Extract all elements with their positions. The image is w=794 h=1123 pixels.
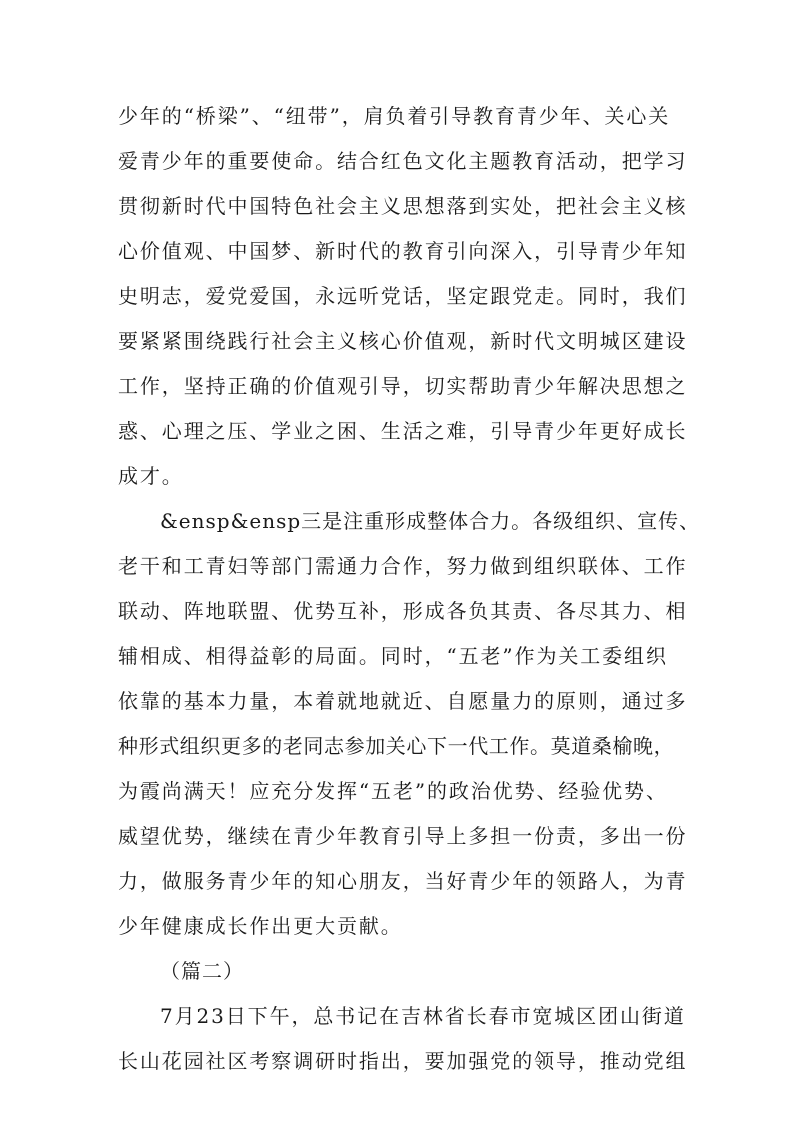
- text-line: 少年的“桥梁”、“纽带”，肩负着引导教育青少年、关心关: [118, 104, 671, 128]
- section-heading: （篇二）: [160, 959, 244, 983]
- paragraph-first-line: 7月23日下午，总书记在吉林省长春市宽城区团山街道: [160, 1004, 686, 1028]
- text-line: 依靠的基本力量，本着就地就近、自愿量力的原则，通过多: [118, 689, 688, 713]
- text-line: 惑、心理之压、学业之困、生活之难，引导青少年更好成长: [118, 419, 688, 443]
- text-line: 史明志，爱党爱国，永远听党话，坚定跟党走。同时，我们: [118, 284, 688, 308]
- text-line: 种形式组织更多的老同志参加关心下一代工作。莫道桑榆晚，: [118, 734, 675, 758]
- text-line: 辅相成、相得益彰的局面。同时，“五老”作为关工委组织: [118, 644, 668, 668]
- text-line: 贯彻新时代中国特色社会主义思想落到实处，把社会主义核: [118, 194, 688, 218]
- text-line: 心价值观、中国梦、新时代的教育引向深入，引导青少年知: [118, 239, 688, 263]
- paragraph-first-line: &ensp&ensp三是注重形成整体合力。各级组织、宣传、: [160, 509, 701, 533]
- text-line: 为霞尚满天！应充分发挥“五老”的政治优势、经验优势、: [118, 779, 668, 803]
- text-line: 威望优势，继续在青少年教育引导上多担一份责，多出一份: [118, 824, 688, 848]
- text-line: 爱青少年的重要使命。结合红色文化主题教育活动，把学习: [118, 149, 688, 173]
- text-line: 长山花园社区考察调研时指出，要加强党的领导，推动党组: [118, 1049, 688, 1073]
- text-line: 力，做服务青少年的知心朋友，当好青少年的领路人，为青: [118, 869, 688, 893]
- text-line: 少年健康成长作出更大贡献。: [118, 914, 403, 938]
- text-line: 成才。: [118, 464, 184, 488]
- text-line: 要紧紧围绕践行社会主义核心价值观，新时代文明城区建设: [118, 329, 688, 353]
- text-line: 老干和工青妇等部门需通力合作，努力做到组织联体、工作: [118, 554, 688, 578]
- text-line: 联动、阵地联盟、优势互补，形成各负其责、各尽其力、相: [118, 599, 688, 623]
- text-line: 工作，坚持正确的价值观引导，切实帮助青少年解决思想之: [118, 374, 688, 398]
